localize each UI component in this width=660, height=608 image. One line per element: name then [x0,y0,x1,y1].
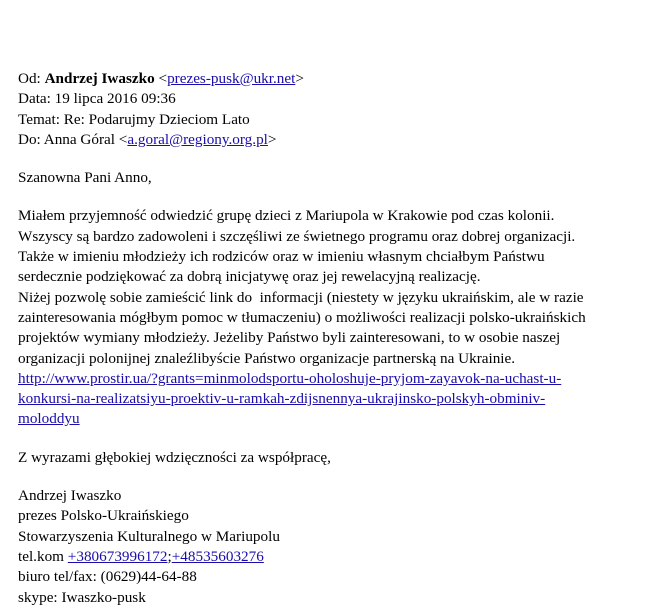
to-label: Do: Anna Góral < [18,130,128,148]
from-bracket-open: < [154,70,168,87]
from-label: Od: [18,70,45,87]
body-line: Wszyscy są bardzo zadowoleni i szczęśliwi ze świetnego programu oraz dobrej organizacji. [18,227,576,245]
sender-name: Andrzej Iwaszko [44,70,155,87]
signature-office-phone: biuro tel/fax: (0629)44-64-88 [18,568,197,586]
to-bracket-close: > [267,130,277,148]
signature-organization: Stowarzyszenia Kulturalnego w Mariupolu [18,527,280,545]
spacer [18,430,648,448]
phone-link-1[interactable]: +380673996172 [67,547,168,565]
phone-label: tel.kom [18,547,68,565]
grant-info-link[interactable]: http://www.prostir.ua/?grants=minmolodsportu-oholoshuje-pryjom-zayavok-na-uchast-u- [18,369,562,387]
body-line: Miałem przyjemność odwiedzić grupę dzieci z Mariupola w Krakowie pod czas kolonii. [18,207,555,225]
closing-line: Z wyrazami głębokiej wdzięczności za współpracę, [18,448,331,466]
signature-block [18,486,648,608]
from-bracket-close: > [295,70,304,87]
date-line: Data: 19 lipca 2016 09:36 [18,90,176,108]
signature-skype: skype: Iwaszko-pusk [18,588,146,606]
greeting: Szanowna Pani Anno, [18,169,152,187]
recipient-email-link[interactable]: a.goral@regiony.org.pl [127,130,268,148]
signature-name: Andrzej Iwaszko [18,487,122,505]
grant-link-line [18,369,648,389]
body-line: zainteresowania mógłbym pomoc w tłumaczeniu) o możliwości realizacji polsko-ukraińskich [18,308,586,326]
phone-link-2[interactable]: +48535603276 [171,547,264,565]
body-line: projektów wymiany młodzieży. Jeżeliby Państwo byli zainteresowani, to w osobie naszej [18,329,561,347]
from-line [18,69,648,89]
body-line: organizacji polonijnej znaleźlibyście Państwo organizacje partnerską na Ukrainie. [18,349,516,367]
grant-link-line [18,409,648,429]
body-line: serdecznie podziękować za dobrą inicjatywę oraz jej rewelacyjną realizację. [18,268,481,286]
spacer [18,468,648,486]
email-document [18,69,648,608]
spacer [18,150,648,168]
signature-title: prezes Polsko-Ukraińskiego [18,507,189,525]
grant-info-link[interactable]: moloddyu [18,410,80,428]
message-body [18,206,648,429]
spacer [18,188,648,206]
grant-link-line [18,389,648,409]
subject-line: Temat: Re: Podarujmy Dzieciom Lato [18,110,250,128]
to-line [18,130,648,150]
grant-info-link[interactable]: konkursi-na-realizatsiyu-proektiv-u-ramkah-zdijsnennya-ukrajinsko-polskyh-obminiv- [18,390,546,408]
signature-phone-line [18,547,648,567]
body-line: Także w imieniu młodzieży ich rodziców oraz w imieniu własnym chciałbym Państwu [18,248,545,266]
body-line: Niżej pozwolę sobie zamieścić link do informacji (niestety w języku ukraińskim, ale w razie [18,288,584,306]
phone-separator: ; [167,547,172,565]
sender-email-link[interactable]: prezes-pusk@ukr.net [167,70,296,87]
